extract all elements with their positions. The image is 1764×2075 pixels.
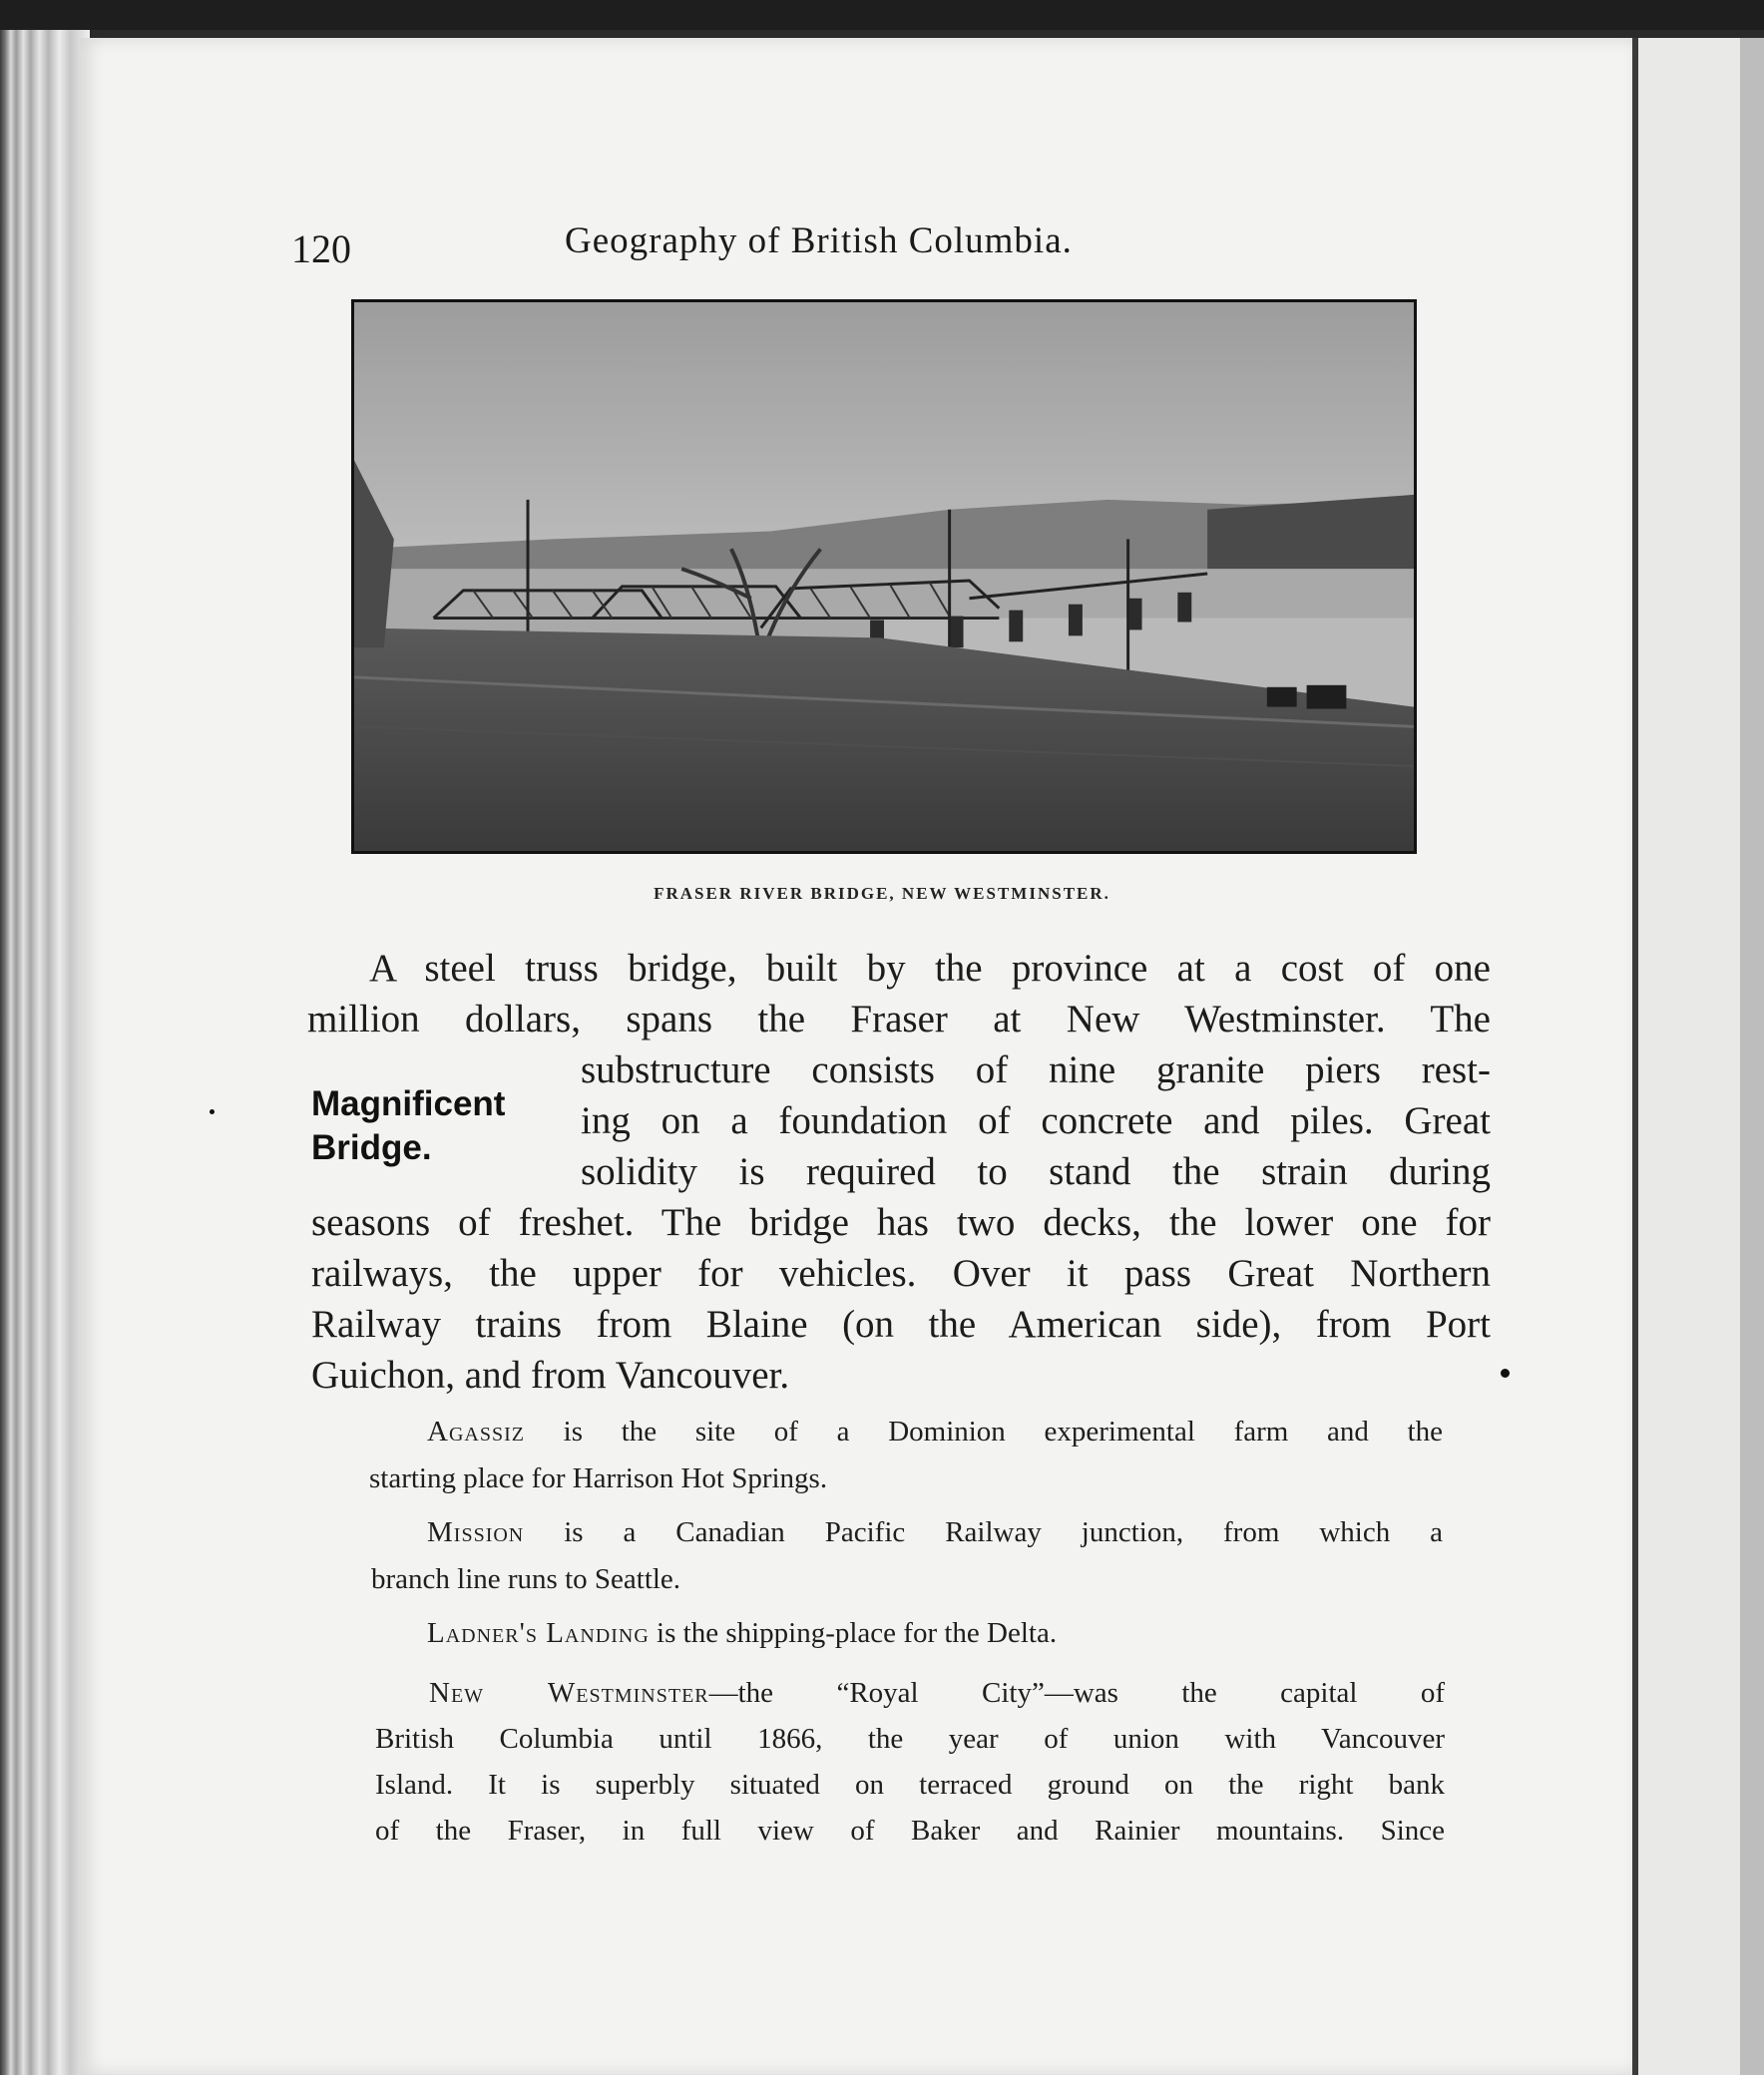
scan-speck: [1501, 1369, 1510, 1378]
book-page-edges: [0, 30, 90, 2075]
figure-caption: FRASER RIVER BRIDGE, NEW WESTMINSTER.: [654, 884, 1110, 903]
paragraph-line: solidity is required to stand the strain during: [581, 1150, 1491, 1193]
paragraph-line: Railway trains from Blaine (on the American side), from Port: [311, 1303, 1491, 1346]
entry-lead: Ladner's Landing: [427, 1617, 650, 1649]
facing-page-edge: [1740, 38, 1764, 2075]
scan-top-border: [0, 0, 1764, 30]
paragraph-line: A steel truss bridge, built by the province at a cost of one: [369, 947, 1491, 990]
entry-lead: Mission: [427, 1516, 525, 1548]
paragraph-line: Guichon, and from Vancouver.: [311, 1354, 790, 1397]
entry-lead: New Westminster: [429, 1677, 709, 1709]
running-title: Geography of British Columbia.: [565, 220, 1073, 261]
paragraph-line: ing on a foundation of concrete and piles. Great: [581, 1099, 1491, 1142]
paragraph-line: substructure consists of nine granite piers rest-: [581, 1048, 1491, 1091]
bridge-photograph: [351, 299, 1417, 854]
paragraph-line: million dollars, spans the Fraser at New Westminster. The: [307, 998, 1491, 1040]
side-heading-line: Bridge.: [311, 1128, 432, 1167]
scan-speck: [210, 1109, 215, 1114]
entry-lead: Agassiz: [427, 1416, 525, 1448]
bridge-photo-illustration: [354, 302, 1414, 851]
page-number: 120: [291, 226, 351, 271]
side-heading-line: Magnificent: [311, 1084, 506, 1123]
paragraph-line: railways, the upper for vehicles. Over it pass Great Northern: [311, 1252, 1491, 1295]
side-heading: [311, 1082, 505, 1170]
paragraph-line: seasons of freshet. The bridge has two decks, the lower one for: [311, 1201, 1491, 1244]
